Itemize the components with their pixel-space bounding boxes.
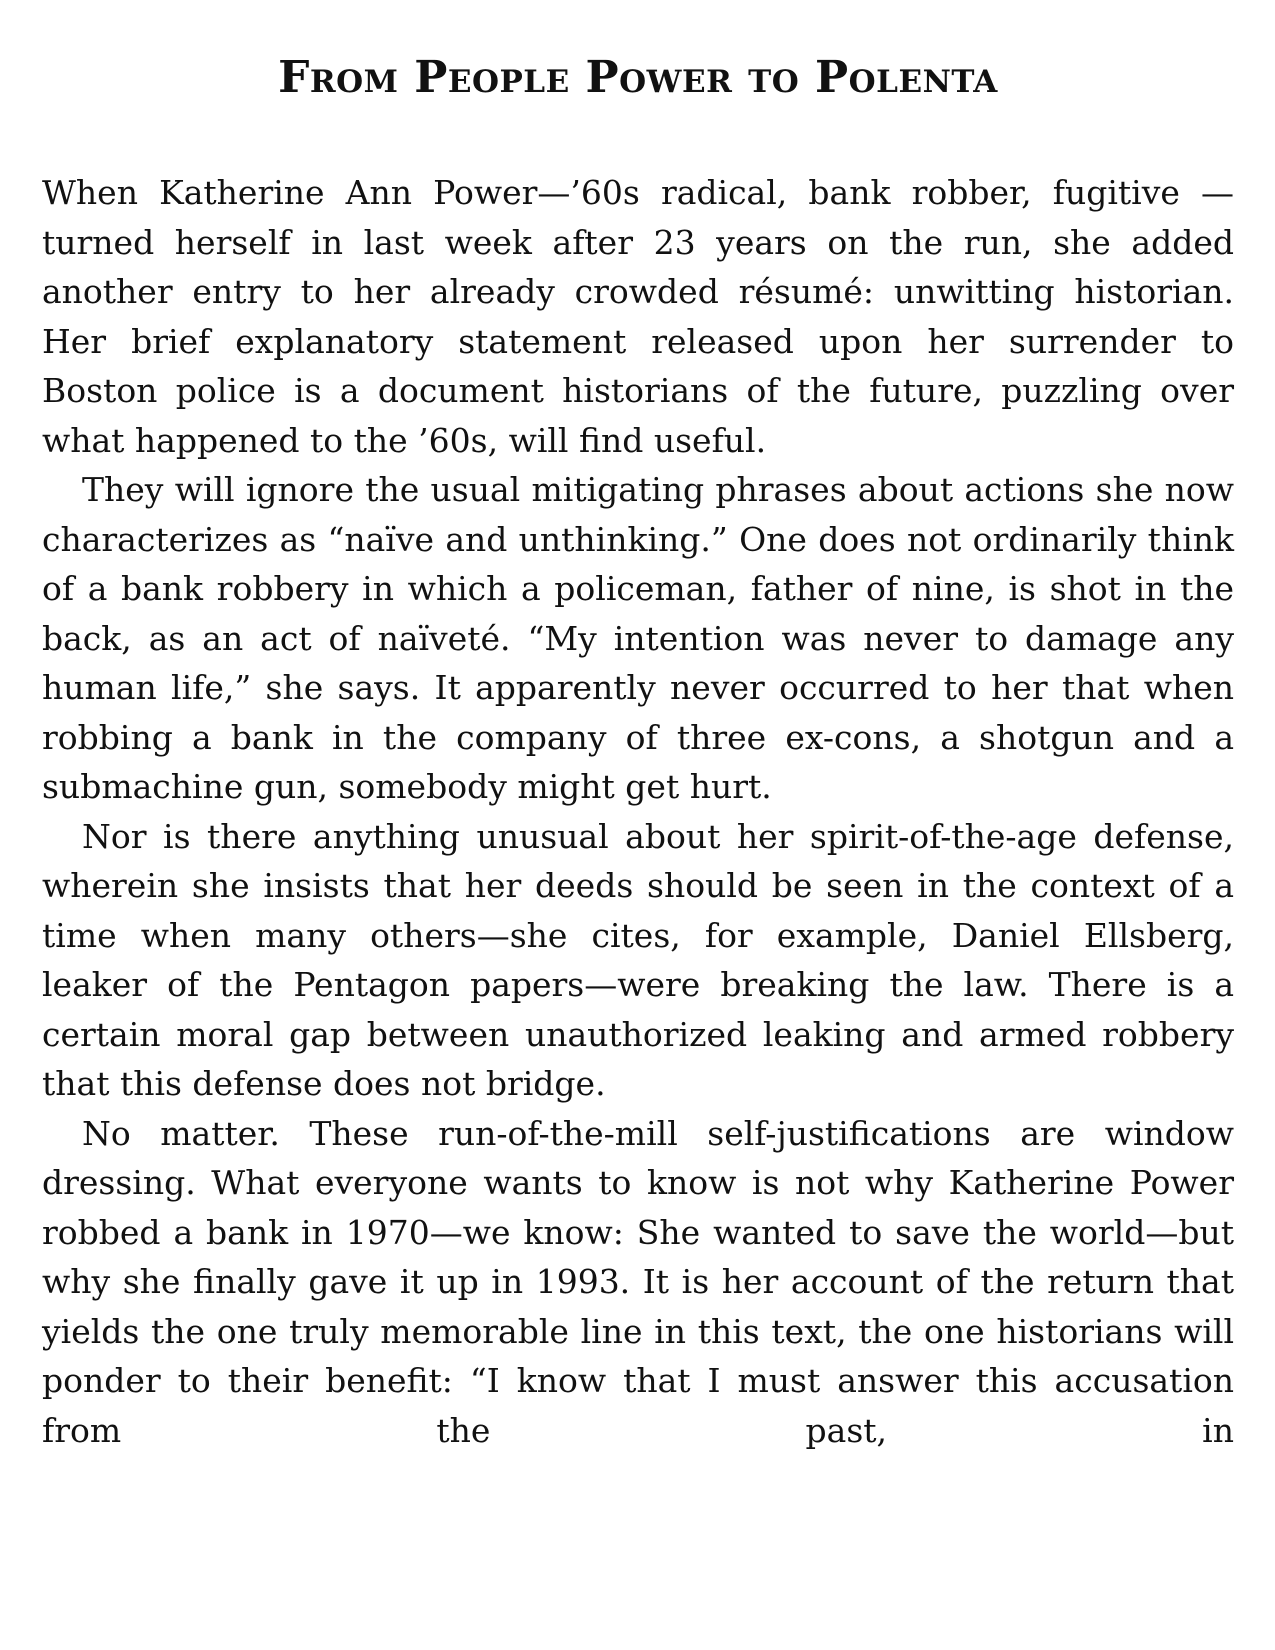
paragraph-1: When Katherine Ann Power—’60s radical, bank robber, fugitive —turned herself in last week after 23 years on the run, she added another entry to her already crowded résumé: unwitting historian. Her brief explanatory statement released upon her surrender to Boston police is a document historians of the future, puzzling over what happened to the ’60s, will find useful.: [42, 173, 1234, 460]
article-title: From People Power to Polenta: [278, 52, 998, 103]
paragraph-3: Nor is there anything unusual about her spirit-of-the-age defense, wherein she insists that her deeds should be seen in the context of a time when many others—she cites, for example, Daniel Ellsberg, leaker of the Pentagon papers—were breaking the law. There is a certain moral gap between unauthorized leaking and armed robbery that this defense does not bridge.: [42, 816, 1234, 1103]
document-page: [42, 0, 1234, 1650]
paragraph-4: No matter. These run-of-the-mill self-justifications are window dressing. What everyone wants to know is not why Katherine Power robbed a bank in 1970—we know: She wanted to save the world—but why she finally gave it up in 1993. It is her account of the return that yields the one truly memorable line in this text, the one historians will ponder to their benefit: “I know that I must answer this accusation from the past, in: [42, 1113, 1234, 1450]
article-body: [42, 168, 1234, 1455]
paragraph-2: They will ignore the usual mitigating phrases about actions she now characterizes as “naïve and unthinking.” One does not ordinarily think of a bank robbery in which a policeman, father of nine, is shot in the back, as an act of naïveté. “My intention was never to damage any human life,” she says. It apparently never occurred to her that when robbing a bank in the company of three ex-cons, a shotgun and a submachine gun, somebody might get hurt.: [42, 470, 1234, 806]
